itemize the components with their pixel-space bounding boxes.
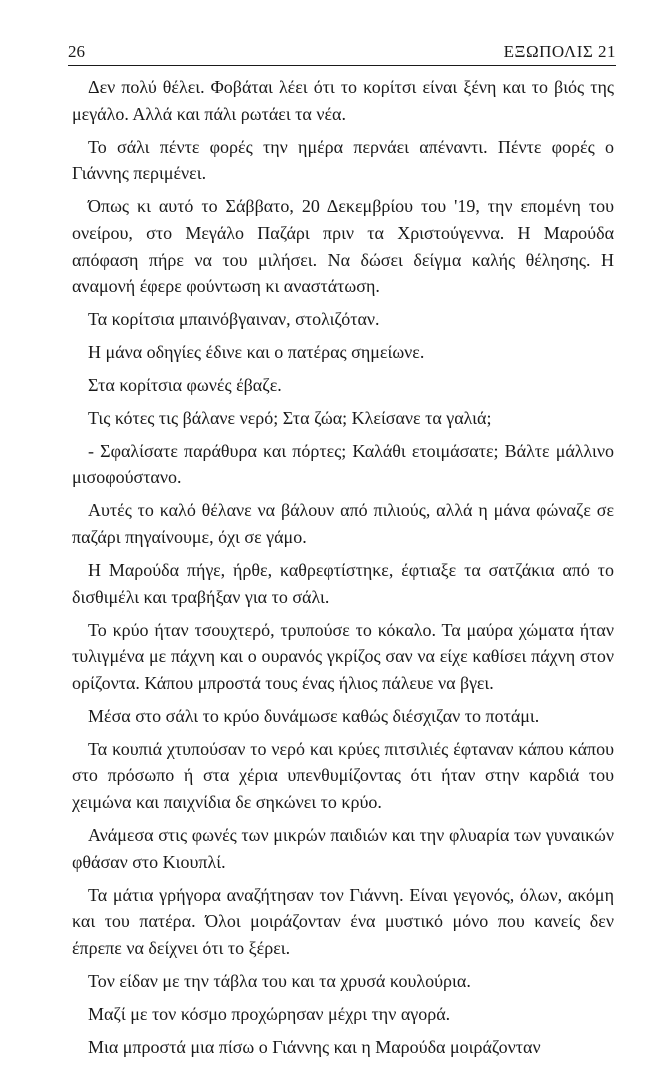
paragraph: Τα κουπιά χτυπούσαν το νερό και κρύες πιτσιλιές έφταναν κάπου κάπου στο πρόσωπο ή στα χέρια υπενθυμίζοντας ότι ήταν στην καρδιά του χειμώνα και παιχνίδια δε σηκώνει το κρύο.: [72, 738, 614, 813]
paragraph: Η μάνα οδηγίες έδινε και ο πατέρας σημείωνε.: [88, 342, 425, 363]
paragraph: Τα μάτια γρήγορα αναζήτησαν τον Γιάννη. Είναι γεγονός, όλων, ακόμη και του πατέρα. Όλοι μοιράζονταν ένα μυστικό μόνο που κανείς δεν έπρεπε να δείχνει ότι το ξέρει.: [72, 884, 614, 959]
header-rule: [68, 65, 616, 66]
paragraph: Ανάμεσα στις φωνές των μικρών παιδιών και την φλυαρία των γυναικών φθάσαν στο Κιουπλί.: [72, 825, 614, 872]
running-head: [68, 40, 616, 64]
paragraph: Δεν πολύ θέλει. Φοβάται λέει ότι το κορίτσι είναι ξένη και το βιός της μεγάλο. Αλλά και πάλι ρωτάει τα νέα.: [72, 77, 614, 124]
paragraph: Αυτές το καλό θέλανε να βάλουν από πιλιούς, αλλά η μάνα φώναζε σε παζάρι πηγαίνουμε, όχι σε γάμο.: [72, 500, 614, 548]
journal-title: ΕΞΩΠΟΛΙΣ 21: [503, 42, 616, 61]
paragraph: Τον είδαν με την τάβλα του και τα χρυσά κουλούρια.: [88, 970, 471, 991]
paragraph: Το σάλι πέντε φορές την ημέρα περνάει απέναντι. Πέντε φορές ο Γιάννης περιμένει.: [72, 136, 614, 184]
body-text: [72, 74, 614, 1067]
paragraph: Μαζί με τον κόσμο προχώρησαν μέχρι την αγορά.: [88, 1003, 451, 1024]
paragraph: Το κρύο ήταν τσουχτερό, τρυπούσε το κόκαλο. Τα μαύρα χώματα ήταν τυλιγμένα με πάχνη και ο ουρανός γκρίζος σαν να είχε καθίσει πάχνη στον ορίζοντα. Κάπου μπροστά τους ένας ήλιος πάλευε να βγει.: [72, 619, 614, 693]
paragraph: Μια μπροστά μια πίσω ο Γιάννης και η Μαρούδα μοιράζονταν: [88, 1036, 541, 1057]
paragraph: Η Μαρούδα πήγε, ήρθε, καθρεφτίστηκε, έφτιαξε τα σατζάκια από το δισθιμέλι και τραβήξαν για το σάλι.: [72, 559, 614, 607]
paragraph: - Σφαλίσατε παράθυρα και πόρτες; Καλάθι ετοιμάσατε; Βάλτε μάλλινο μισοφούστανο.: [72, 440, 614, 488]
paragraph: Στα κορίτσια φωνές έβαζε.: [88, 374, 282, 395]
paragraph: Τα κορίτσια μπαινόβγαιναν, στολιζόταν.: [88, 309, 380, 330]
paragraph: Όπως κι αυτό το Σάββατο, 20 Δεκεμβρίου του '19, την επομένη του ονείρου, στο Μεγάλο Παζάρι πριν τα Χριστούγεννα. Η Μαρούδα απόφαση πήρε να του μιλήσει. Να δώσει δείγμα καλής θέλησης. Η αναμονή έφερε φούντωση κι αναστάτωση.: [72, 196, 614, 297]
page-number: 26: [68, 42, 85, 61]
paragraph: Τις κότες τις βάλανε νερό; Στα ζώα; Κλείσανε τα γαλιά;: [88, 407, 492, 428]
paragraph: Μέσα στο σάλι το κρύο δυνάμωσε καθώς διέσχιζαν το ποτάμι.: [88, 705, 540, 726]
